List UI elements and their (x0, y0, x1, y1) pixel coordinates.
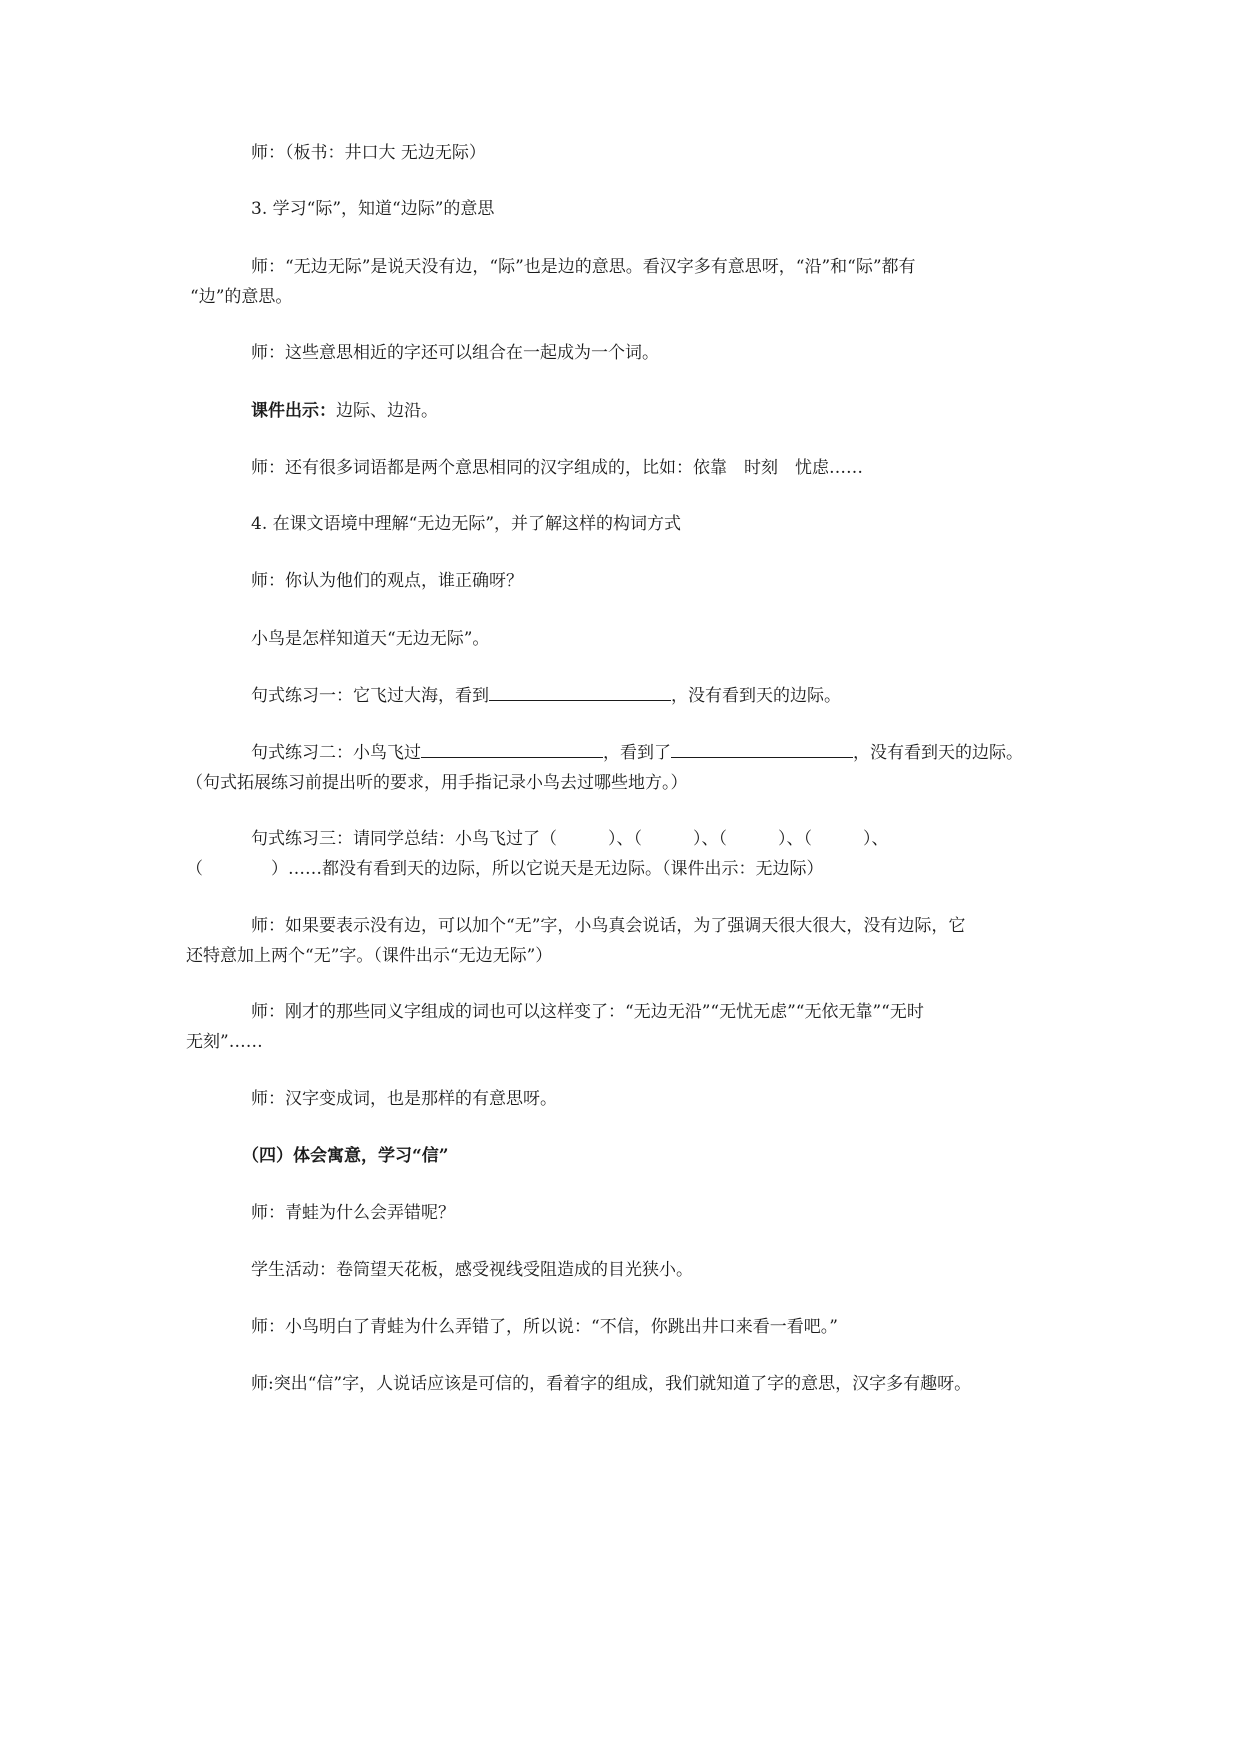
paragraph-courseware-display (190, 395, 1060, 427)
paragraph-highlight-xin (190, 1368, 1060, 1400)
paragraph-text: 师：汉字变成词，也是那样的有意思呀。 (251, 1089, 557, 1109)
paragraph-step-3-heading (190, 193, 1060, 225)
paragraph-text: 句式练习三：请同学总结：小鸟飞过了（ ）、（ ）、（ ）、（ ）、 (251, 829, 889, 849)
paragraph-text: 小鸟是怎样知道天“无边无际”。 (251, 629, 490, 649)
paragraph-text: “边”的意思。 (190, 287, 293, 307)
paragraph-synonym-transform-continued (186, 1026, 1056, 1058)
courseware-label: 课件出示： (251, 401, 336, 421)
paragraph-text: 师：刚才的那些同义字组成的词也可以这样变了：“无边无沿”“无忧无虑”“无依无靠”“无时 (251, 1002, 924, 1022)
paragraph-text: 师：还有很多词语都是两个意思相同的汉字组成的，比如：依靠 时刻 忧虑…… (251, 458, 863, 478)
paragraph-text: ，没有看到天的边际。 (671, 686, 841, 706)
fill-in-blank[interactable] (489, 682, 671, 701)
paragraph-text: 边际、边沿。 (336, 401, 438, 421)
paragraph-exercise-3-continued (186, 853, 1056, 885)
paragraph-add-wu (190, 910, 1060, 942)
paragraph-exercise-2 (190, 737, 1060, 769)
paragraph-how-bird-knows (190, 623, 1060, 655)
paragraph-text: 师：如果要表示没有边，可以加个“无”字，小鸟真会说话，为了强调天很大很大，没有边际，它 (251, 916, 966, 936)
paragraph-text: 师：（板书：井口大 无边无际） (251, 143, 486, 163)
paragraph-exercise-3 (190, 823, 1060, 855)
paragraph-text: 还特意加上两个“无”字。（课件出示“无边无际”） (186, 946, 553, 966)
paragraph-bird-understands (190, 1311, 1060, 1343)
paragraph-text: （句式拓展练习前提出听的要求，用手指记录小鸟去过哪些地方。） (186, 773, 688, 793)
paragraph-exercise-1 (190, 680, 1060, 712)
paragraph-meaning-of-ji (190, 251, 1060, 283)
paragraph-add-wu-continued (186, 940, 1056, 972)
paragraph-text: （ ）……都没有看到天的边际，所以它说天是无边际。（课件出示：无边际） (186, 859, 824, 879)
paragraph-why-frog-wrong (190, 1197, 1060, 1229)
paragraph-whose-view (190, 565, 1060, 597)
paragraph-text: 学生活动：卷筒望天花板，感受视线受阻造成的目光狭小。 (251, 1260, 693, 1280)
paragraph-meaning-of-ji-continued (190, 281, 1060, 313)
paragraph-interesting-words (190, 1083, 1060, 1115)
paragraph-text: 师：你认为他们的观点，谁正确呀？ (251, 571, 523, 591)
paragraph-text: 4. 在课文语境中理解“无边无际”，并了解这样的构词方式 (251, 514, 682, 534)
paragraph-text: 师：这些意思相近的字还可以组合在一起成为一个词。 (251, 343, 659, 363)
fill-in-blank[interactable] (421, 739, 603, 758)
paragraph-text: 无刻”…… (186, 1032, 263, 1052)
paragraph-board-writing (190, 137, 1060, 169)
paragraph-step-4-heading (190, 508, 1060, 540)
paragraph-text: 句式练习一：它飞过大海，看到 (251, 686, 489, 706)
section-heading-text: （四）体会寓意，学习“信” (242, 1146, 449, 1166)
paragraph-text: 师：青蛙为什么会弄错呢？ (251, 1203, 455, 1223)
paragraph-text: 师：“无边无际”是说天没有边，“际”也是边的意思。看汉字多有意思呀，“沿”和“际”都有 (251, 257, 916, 277)
section-heading-part-4 (190, 1140, 1060, 1172)
paragraph-synonym-transform (190, 996, 1060, 1028)
paragraph-text: 句式练习二：小鸟飞过 (251, 743, 421, 763)
paragraph-text: ，没有看到天的边际。 (853, 743, 1023, 763)
paragraph-text: 3. 学习“际”，知道“边际”的意思 (251, 199, 495, 219)
paragraph-exercise-2-note (186, 767, 1056, 799)
paragraph-synonym-examples (190, 452, 1060, 484)
paragraph-student-activity (190, 1254, 1060, 1286)
fill-in-blank[interactable] (671, 739, 853, 758)
paragraph-text: ，看到了 (603, 743, 671, 763)
paragraph-combine-words (190, 337, 1060, 369)
paragraph-text: 师:突出“信”字，人说话应该是可信的，看着字的组成，我们就知道了字的意思，汉字多有趣呀。 (251, 1374, 972, 1394)
paragraph-text: 师：小鸟明白了青蛙为什么弄错了，所以说：“不信，你跳出井口来看一看吧。” (251, 1317, 838, 1337)
